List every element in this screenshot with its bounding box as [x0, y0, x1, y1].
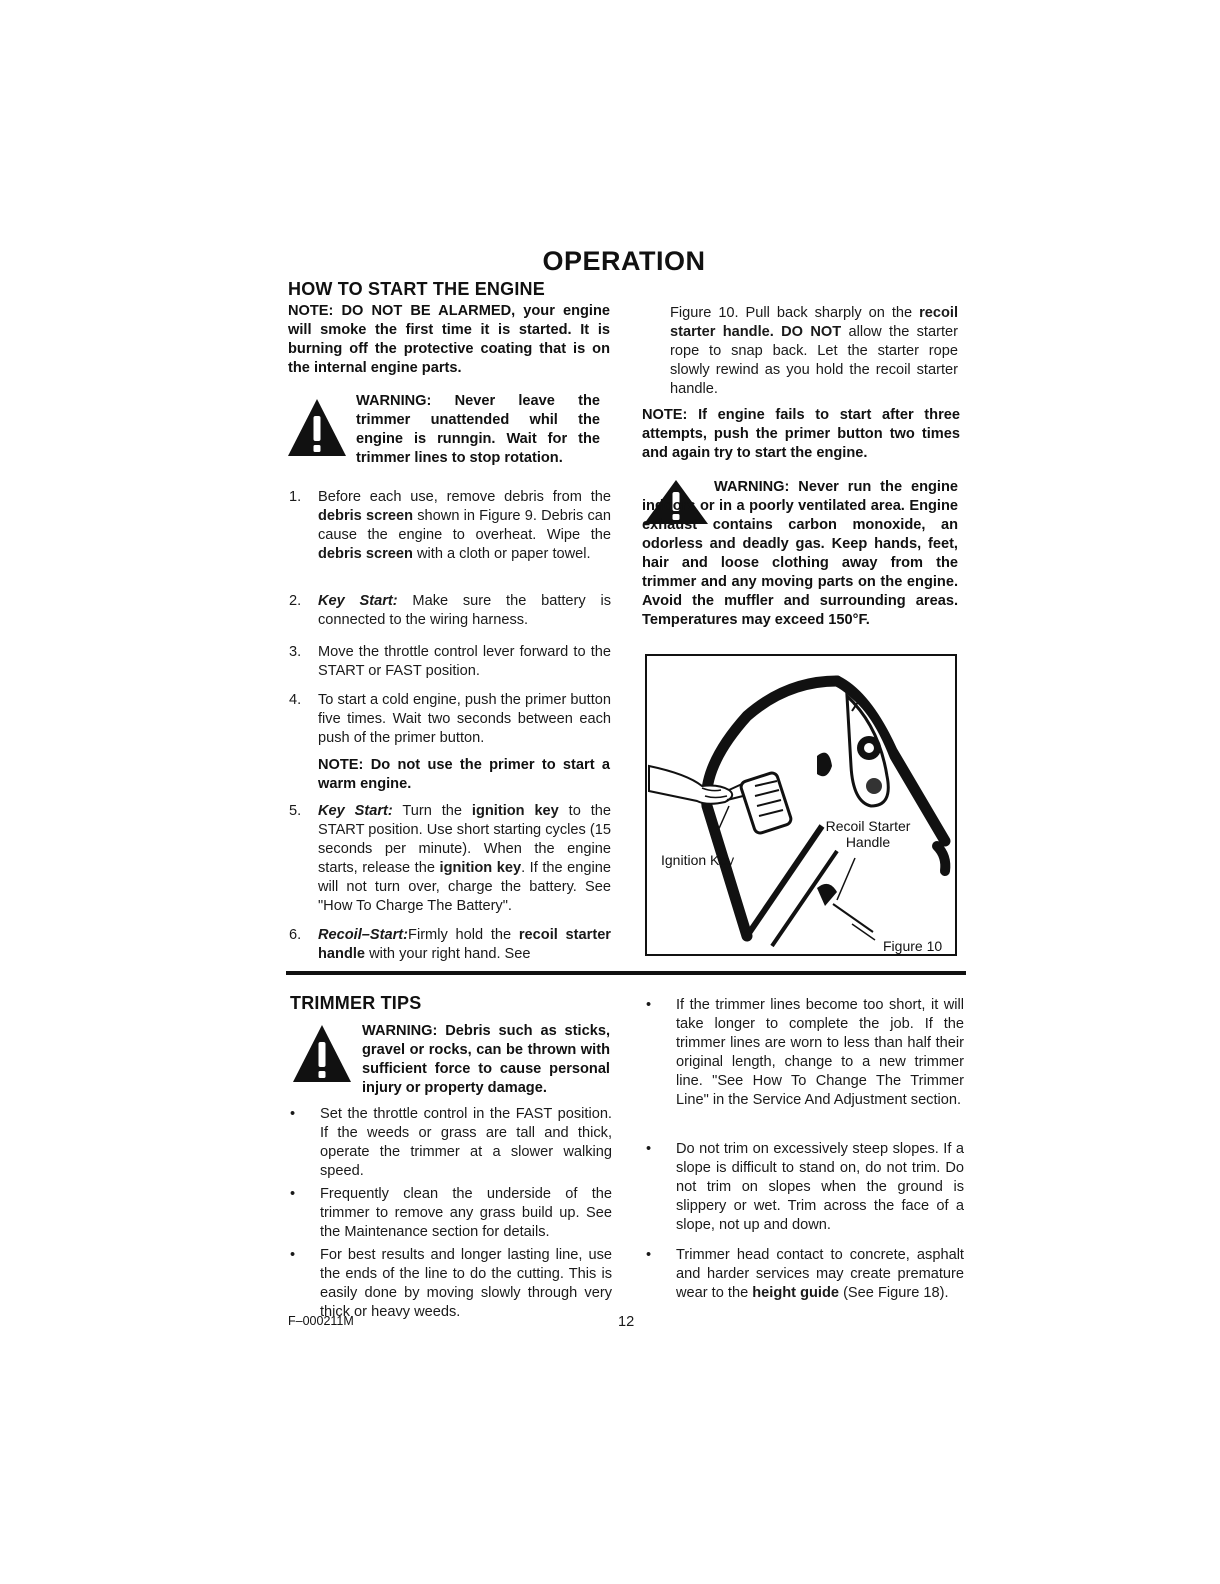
- tip-text: Frequently clean the underside of the trimmer to remove any grass build up. See the Maintenance section for details.: [320, 1186, 612, 1240]
- label-recoil-handle: Handle: [845, 834, 891, 850]
- warning-carbon-monoxide: WARNING: Never run the engine indoors or in a poorly ventilated area. Engine exhaust contains carbon monoxide, an odorless and deadly gas. Keep hands, feet, hair and loose clothing away from the trimmer and any moving parts on the engine. Avoid the muffler and surrounding areas. Temperatures may exceed 150°F.: [642, 479, 958, 628]
- recoil-continued-paragraph: [670, 304, 958, 399]
- section-title-trimmer-tips: TRIMMER TIPS: [290, 993, 422, 1013]
- text-run: . If the engine will not turn over, charge the battery. See "How To Charge The Battery".: [318, 860, 611, 914]
- text-run: Figure 10. Pull back sharply on the: [670, 305, 920, 321]
- section-divider: [286, 971, 966, 975]
- step-text: [318, 802, 611, 916]
- section-title-start-engine: HOW TO START THE ENGINE: [288, 279, 545, 299]
- label-recoil-starter: Recoil Starter: [825, 818, 911, 834]
- text-run: If the trimmer lines become too short, it will take longer to complete the job. If the trimmer lines are worn to less than half their original length, change to a new trimmer line. "See How To Change The Trimmer Line" in the Service And Adjustment section.: [676, 997, 964, 1108]
- bullet-icon: •: [646, 1247, 652, 1263]
- bullet-icon: •: [290, 1247, 296, 1263]
- footer-document-code: F–000211M: [288, 1314, 354, 1328]
- step-number: 4.: [289, 692, 302, 708]
- warning-triangle-icon: [290, 1022, 354, 1084]
- note-three-attempts: NOTE: If engine fails to start after three attempts, push the primer button two times and again try to start the engine.: [642, 407, 960, 461]
- page-number: 12: [618, 1314, 635, 1330]
- text-run: Trimmer head contact to concrete, asphalt and harder services may create premature wear to the: [676, 1247, 964, 1301]
- text-run: recoil starter handle. DO NOT: [670, 305, 958, 340]
- note-first-start-smoke: NOTE: DO NOT BE ALARMED, your engine will smoke the first time it is started. It is burning off the protective coating that is on the internal engine parts.: [288, 303, 610, 376]
- text-run: ignition key: [471, 803, 559, 819]
- step-text: [318, 592, 611, 630]
- figure-10-recoil-starter: [645, 654, 957, 956]
- step-number: 1.: [289, 489, 302, 505]
- step-number: 5.: [289, 803, 302, 819]
- tip-text: [676, 996, 964, 1110]
- tip-text: [676, 1246, 964, 1303]
- step-item: [289, 802, 611, 932]
- step-number: 3.: [289, 644, 302, 660]
- text-run: with your right hand. See: [365, 946, 531, 962]
- bullet-icon: •: [646, 997, 652, 1013]
- figure-caption: Figure 10: [883, 938, 943, 954]
- bullet-icon: •: [290, 1186, 296, 1202]
- text-run: Key Start:: [318, 593, 398, 609]
- text-run: (See Figure 18).: [839, 1285, 949, 1301]
- tip-text: For best results and longer lasting line, use the ends of the line to do the cutting. This is easily done by moving slowly through very thick or heavy weeds.: [320, 1247, 612, 1320]
- step-text: [318, 926, 611, 964]
- text-run: Move the throttle control lever forward to the START or FAST position.: [318, 644, 611, 679]
- tip-item: [646, 1246, 964, 1386]
- text-run: Before each use, remove debris from the: [318, 489, 611, 505]
- step-text: [318, 643, 611, 681]
- text-run: Firmly hold the: [408, 927, 519, 943]
- step-number: 2.: [289, 593, 302, 609]
- label-ignition-key: Ignition Key: [661, 852, 735, 868]
- warning-thrown-debris: WARNING: Debris such as sticks, gravel or rocks, can be thrown with sufficient force to cause personal injury or property damage.: [362, 1023, 610, 1096]
- text-run: height guide: [752, 1285, 840, 1301]
- step-number: 6.: [289, 927, 302, 943]
- text-run: Do not trim on excessively steep slopes. If a slope is difficult to stand on, do not trim. Do not trim on slopes when the ground is slippery or wet. Trim across the face of a slope, not up and down.: [676, 1141, 964, 1233]
- warning-unattended-trimmer: WARNING: Never leave the trimmer unattended whil the engine is runngin. Wait for the trimmer lines to stop rotation.: [356, 393, 600, 466]
- text-run: allow the starter rope to snap back. Let the starter rope slowly rewind as you hold the recoil starter handle.: [670, 324, 958, 397]
- bullet-icon: •: [646, 1141, 652, 1157]
- text-run: Recoil–Start:: [318, 927, 409, 943]
- text-run: ignition key: [439, 860, 522, 876]
- text-run: Turn the: [392, 803, 472, 819]
- text-run: Key Start:: [318, 803, 393, 819]
- step-text: [318, 488, 611, 564]
- page-title: OPERATION: [542, 246, 706, 276]
- text-run: debris screen: [318, 546, 413, 562]
- step-text: [318, 691, 611, 748]
- trimmer-handle-illustration: [647, 656, 955, 954]
- tip-text: Set the throttle control in the FAST position. If the weeds or grass are tall and thick, operate the trimmer at a slower walking speed.: [320, 1106, 612, 1179]
- tip-text: [676, 1140, 964, 1235]
- text-run: shown in Figure 9. Debris can cause the engine to overheat. Wipe the: [318, 508, 612, 543]
- text-run: recoil starter handle: [318, 927, 611, 962]
- bullet-icon: •: [290, 1106, 296, 1122]
- text-run: To start a cold engine, push the primer button five times. Wait two seconds between each push of the primer button.: [318, 692, 611, 746]
- text-run: Make sure the battery is connected to the wiring harness.: [318, 593, 612, 628]
- text-run: to the START position. Use short starting cycles (15 seconds per minute). When the engine starts, release the: [318, 803, 612, 876]
- note-primer-warm-engine: NOTE: Do not use the primer to start a warm engine.: [318, 757, 610, 792]
- warning-triangle-icon: [286, 396, 348, 458]
- text-run: debris screen: [318, 508, 414, 524]
- text-run: with a cloth or paper towel.: [412, 546, 591, 562]
- tip-item: [646, 996, 964, 1136]
